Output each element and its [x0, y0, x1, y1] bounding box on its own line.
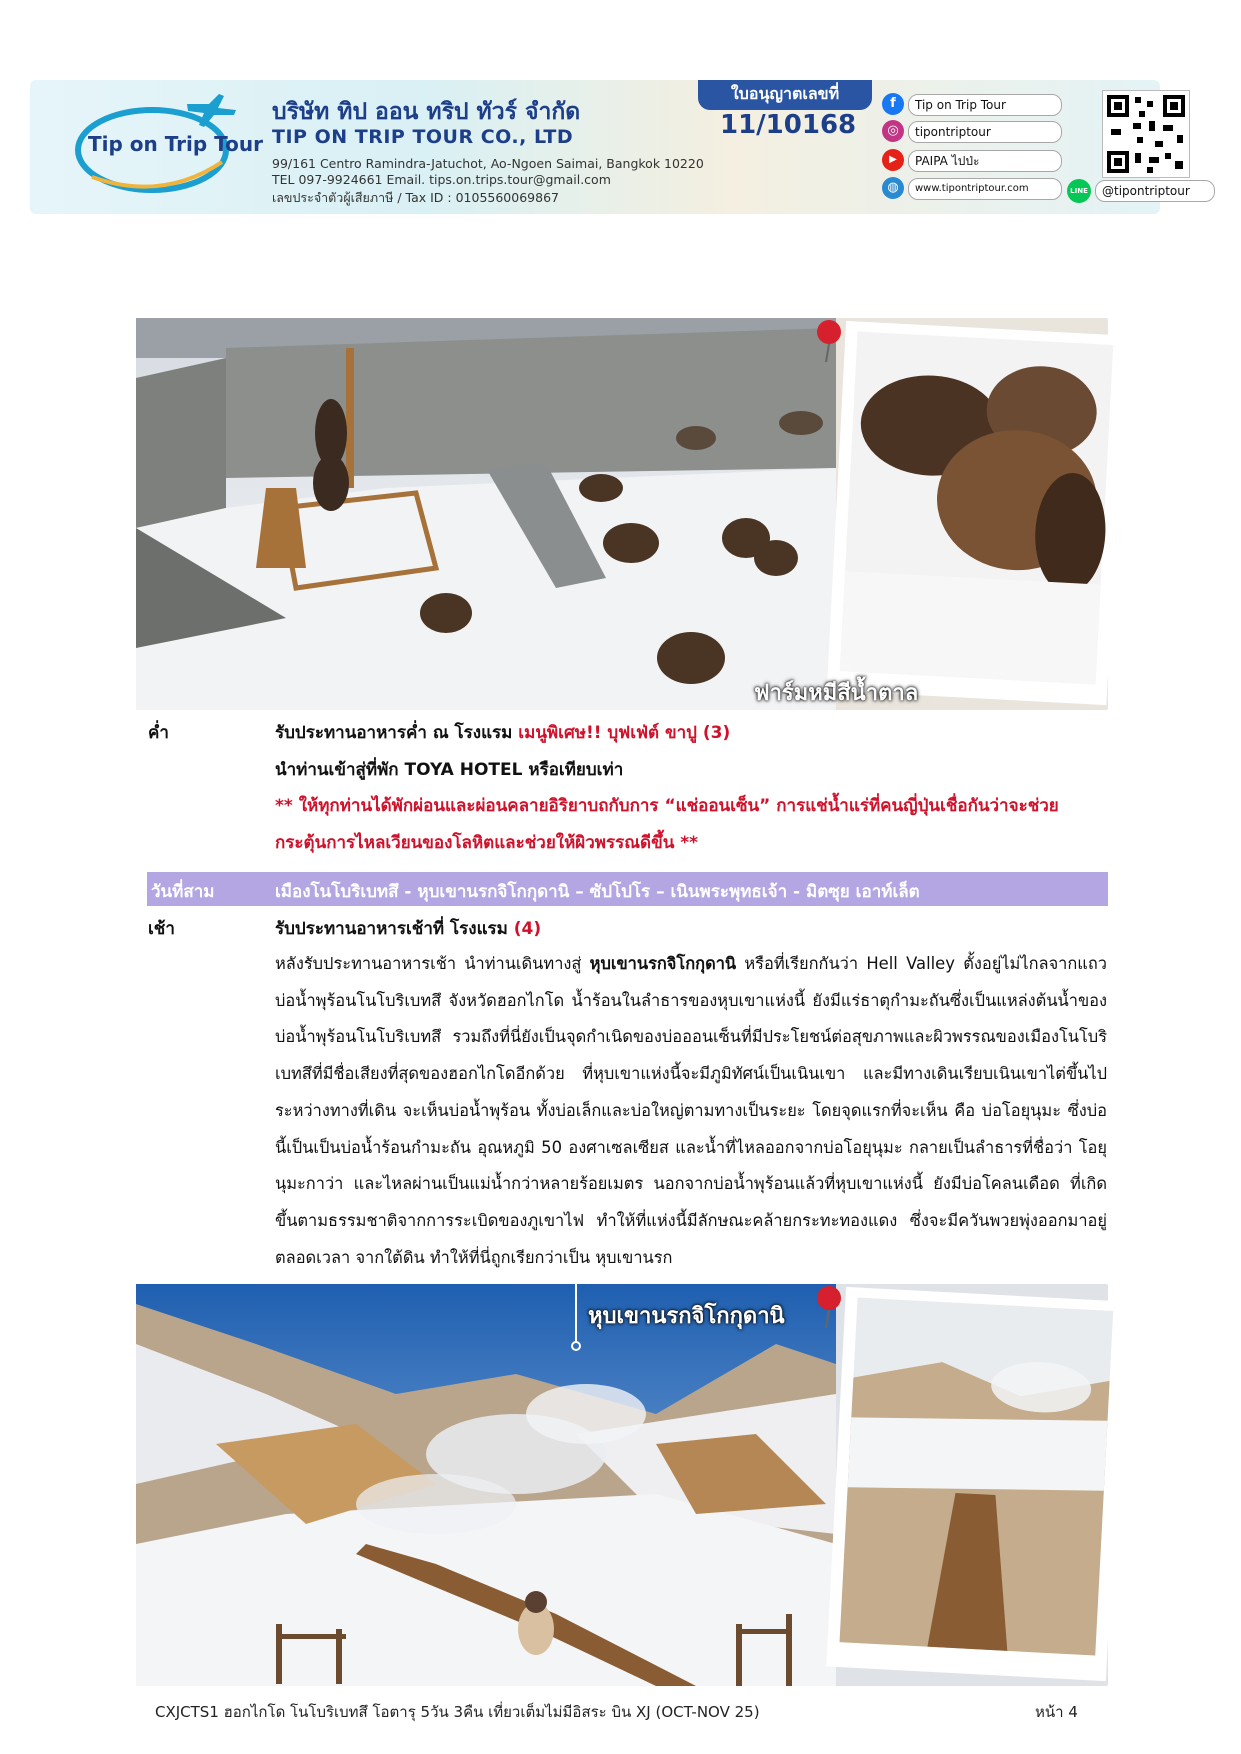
line-label: @tipontriptour — [1095, 180, 1215, 202]
breakfast-label: เช้า — [148, 919, 175, 939]
hell-valley-photo — [136, 1284, 1108, 1686]
bear-farm-photo-collage — [136, 318, 1108, 710]
facebook-link[interactable] — [882, 92, 1060, 116]
qr-code — [1102, 90, 1190, 178]
breakfast-line — [275, 915, 541, 942]
bear-farm-caption: ฟาร์มหมีสีน้ำตาล — [754, 681, 919, 706]
hell-valley-photo-collage — [136, 1284, 1108, 1686]
description-highlight: หุบเขานรกจิโกกุดานิ — [589, 954, 737, 973]
onsen-note-line-2: กระตุ้นการไหลเวียนของโลหิตและช่วยให้ผิวพรรณดีขึ้น ** — [275, 833, 699, 853]
website-label: www.tipontriptour.com — [908, 178, 1062, 200]
bear-farm-photo — [136, 318, 1108, 710]
day-three-bar — [147, 872, 1108, 906]
company-name-english: TIP ON TRIP TOUR CO., LTD — [272, 126, 574, 148]
description-body: หรือที่เรียกกันว่า Hell Valley ตั้งอยู่ไม่ไกลจากแถวบ่อน้ำพุร้อนโนโบริเบทสึ จังหวัดฮอกไกโด น้ำร้อนในลำธารของหุบเขาแห่งนี้ ยังมีแร่ธาตุกำมะถันซึ่งเป็นแหล่งต้นน้ำของบ่อน้ำพุร้อนโนโบริเบทสึ รวมถึงที่นี่ยังเป็นจุดกำเนิดของบ่อออนเซ็นที่มีประโยชน์ต่อสุขภาพและผิวพรรณของเมืองโนโบริเบทสึที่มีชื่อเสียงที่สุดของฮอกไกโดอีกด้วย ที่หุบเขาแห่งนี้จะมีภูมิทัศน์เป็นเนินเขา และมีทางเดินเรียบเนินเขาไต่ขึ้นไป ระหว่างทางที่เดิน จะเห็นบ่อน้ำพุร้อน ทั้งบ่อเล็กและบ่อใหญ่ตามทางเป็นระยะ โดยจุดแรกที่จะเห็น คือ บ่อโอยุนุมะ ซึ่งบ่อนี้เป็นเป็นบ่อน้ำร้อนกำมะถัน อุณหภูมิ 50 องศาเซลเซียส และน้ำที่ไหลออกจากบ่อโอยุนุมะ กลายเป็นลำธารที่ชื่อว่า โอยุนุมะกาว่า และไหลผ่านเป็นแม่น้ำกว่าหลายร้อยเมตร นอกจากบ่อน้ำพุร้อนแล้วที่หุบเขาแห่งนี้ ยังมีบ่อโคลนเดือด ที่เกิดขึ้นตามธรรมชาติจากการระเบิดของภูเขาไฟ ทำให้ที่แห่งนี้มีลักษณะคล้ายกระทะทองแดง ซึ่งจะมีควันพวยพุ่งออกมาอยู่ตลอดเวลา จากใต้ดิน ทำให้ที่นี่ถูกเรียกว่าเป็น หุบเขานรก — [275, 954, 1107, 1267]
company-contact: TEL 097-9924661 Email. tips.on.trips.tour@gmail.com — [272, 172, 611, 187]
website-icon: ◍ — [882, 177, 904, 199]
jigokudani-description — [275, 946, 1107, 1276]
dinner-meal-text: รับประทานอาหารค่ำ ณ โรงแรม — [275, 723, 519, 743]
instagram-link[interactable] — [882, 119, 1060, 143]
youtube-label: PAIPA ไปป่ะ — [908, 150, 1062, 172]
dinner-label: ค่ำ — [148, 723, 169, 743]
company-tax-id: เลขประจำตัวผู้เสียภาษี / Tax ID : 0105560069867 — [272, 190, 559, 205]
onsen-note-line-1: ** ให้ทุกท่านได้พักผ่อนและผ่อนคลายอิริยาบถกับการ “แช่ออนเซ็น” การแช่น้ำแร่ที่คนญี่ปุ่นเชื่อกันว่าจะช่วย — [275, 796, 1059, 816]
page-number: หน้า 4 — [1035, 1703, 1078, 1721]
dinner-line — [275, 719, 730, 746]
facebook-label: Tip on Trip Tour — [908, 94, 1062, 116]
company-name-thai: บริษัท ทิป ออน ทริป ทัวร์ จำกัด — [272, 99, 581, 125]
instagram-label: tipontriptour — [908, 121, 1062, 143]
website-link[interactable] — [882, 176, 1060, 200]
description-intro: หลังรับประทานอาหารเช้า นำท่านเดินทางสู่ — [275, 954, 590, 973]
day-three-title: เมืองโนโบริเบทสึ - หุบเขานรกจิโกกุดานิ – ซัปโปโร – เนินพระพุทธเจ้า - มิตซุย เอาท์เล็ต — [275, 882, 920, 902]
hotel-line: นำท่านเข้าสู่ที่พัก TOYA HOTEL หรือเทียบเท่า — [275, 760, 624, 780]
instagram-icon: ◎ — [882, 120, 904, 142]
breakfast-meal-text: รับประทานอาหารเช้าที่ โรงแรม — [275, 919, 514, 939]
footer-program-code: CXJCTS1 ฮอกไกโด โนโบริเบทสึ โอตารุ 5วัน 3คืน เที่ยวเต็มไม่มีอิสระ บิน XJ (OCT-NOV 25) — [155, 1703, 760, 1721]
company-address: 99/161 Centro Ramindra-Jatuchot, Ao-Ngoen Saimai, Bangkok 10220 — [272, 156, 704, 171]
youtube-icon: ▶ — [882, 149, 904, 171]
license-label: ใบอนุญาตเลขที่ — [698, 80, 872, 110]
line-icon: LINE — [1067, 179, 1091, 203]
line-link[interactable] — [1067, 178, 1217, 204]
day-three-label: วันที่สาม — [151, 882, 215, 902]
dinner-special-menu: เมนูพิเศษ!! บุฟเฟ่ต์ ขาปู (3) — [518, 723, 731, 743]
license-number: 11/10168 — [720, 110, 857, 140]
hell-valley-caption: หุบเขานรกจิโกกุดานิ — [588, 1304, 785, 1329]
youtube-link[interactable] — [882, 148, 1060, 172]
breakfast-meal-number: (4) — [513, 919, 542, 939]
facebook-icon: f — [882, 93, 904, 115]
header-banner — [30, 80, 1190, 214]
logo-text: Tip on Trip Tour — [88, 132, 263, 156]
